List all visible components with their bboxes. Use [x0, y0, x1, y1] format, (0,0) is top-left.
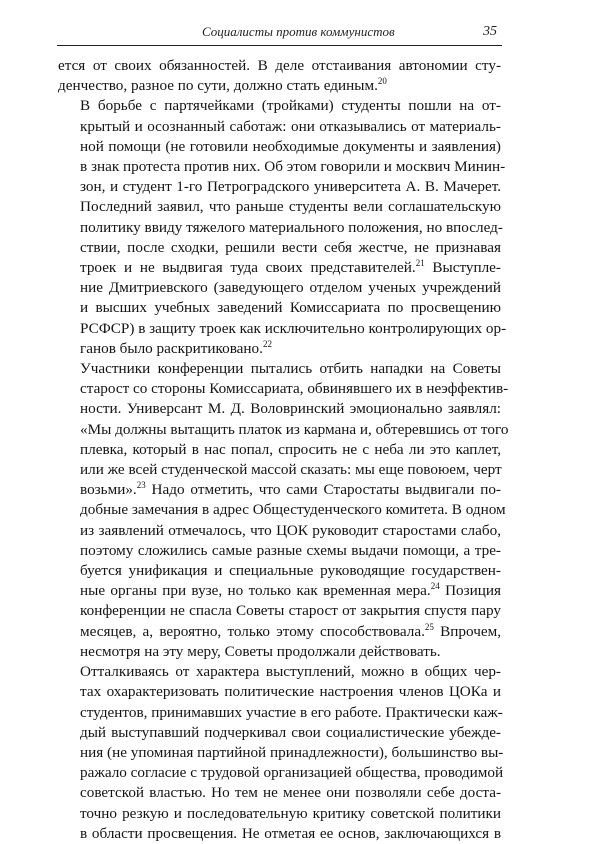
text-segment: Позиция	[439, 582, 501, 600]
text-segment: в области просвещения. Не отметая ее основ, заключающихся в	[80, 824, 501, 842]
footnote-marker: 22	[262, 338, 272, 349]
text-line	[58, 500, 506, 520]
text-line	[58, 723, 501, 743]
text-line	[58, 258, 501, 278]
text-line	[58, 96, 501, 116]
text-segment: политику ввиду тяжелого материального положения, но впослед-	[80, 218, 503, 236]
text-segment: ные органы при вузе, но только как временная мера.	[80, 582, 431, 600]
text-segment: советской властью. Но тем не менее они позволяли себе доста-	[80, 784, 501, 802]
text-segment: плевка, который в нас попал, спросить не с неба ли это каплет,	[80, 440, 501, 458]
text-segment: ной помощи (не готовили необходимые документы и заявления)	[80, 137, 501, 155]
text-line	[58, 298, 501, 318]
text-segment: крытый и осознанный саботаж: они отказывались от материаль-	[80, 117, 501, 135]
text-segment: Последний заявил, что раньше студенты вели соглашательскую	[80, 198, 501, 216]
text-line	[58, 379, 509, 399]
text-line	[58, 117, 501, 137]
text-segment: буется унификация и специальные руководящие государствен-	[80, 562, 501, 580]
text-line	[58, 56, 501, 76]
text-segment: возьми».	[80, 481, 137, 499]
text-segment: зон, и студент 1-го Петроградского университета А. В. Мачерет.	[80, 178, 501, 196]
text-segment: ние Дмитриевского (заведующего отделом ученых учреждений	[80, 279, 501, 297]
text-segment: тах охарактеризовать политические настроения членов ЦОКа и	[80, 683, 501, 701]
text-line	[58, 743, 504, 763]
text-line	[58, 76, 501, 96]
text-line	[58, 359, 501, 379]
text-segment: Выступле-	[424, 259, 501, 277]
text-line	[58, 682, 501, 702]
text-segment: или же всей студенческой массой сказать: мы еще повоюем, черт	[80, 461, 502, 479]
text-line	[58, 460, 501, 480]
running-header-title: Социалисты против коммунистов	[202, 24, 395, 39]
paragraph	[58, 662, 504, 844]
text-segment: Впрочем,	[433, 622, 501, 640]
text-segment: старост со стороны Комиссариата, обвинявшего их в неэффектив-	[80, 380, 509, 398]
text-segment: конференции не спасла Советы старост от закрытия спустя пару	[80, 602, 501, 620]
text-line	[58, 824, 501, 844]
running-header	[57, 20, 497, 44]
text-segment: точно резкую и последовательную критику советской политики	[80, 804, 501, 822]
text-segment: ется от своих обязанностей. В деле отстаивания автономии сту-	[58, 57, 501, 74]
text-segment: Надо отметить, что сами Старостаты выдвигали по-	[145, 481, 501, 499]
text-segment: ния (не упоминая партийной принадлежности), большинство вы-	[80, 743, 504, 761]
text-segment: Отталкиваясь от характера выступлений, можно в общих чер-	[80, 663, 501, 681]
text-segment: «Мы должны вытащить платок из кармана и, обтеревшись от того	[80, 420, 509, 438]
text-segment: добные замечания в адрес Общестуденческого комитета. В одном	[80, 501, 506, 519]
text-line	[58, 601, 501, 621]
text-segment: и высших учебных заведений Комиссариата по просвещению	[80, 299, 501, 317]
text-line	[58, 137, 501, 157]
text-segment: денчество, разное по сути, должно стать единым.	[58, 77, 378, 95]
text-line	[58, 238, 501, 258]
text-segment: поэтому сложились самые разные схемы выдачи помощи, а тре-	[80, 541, 501, 559]
text-line	[58, 804, 501, 824]
text-segment: ганов было раскритиковано.	[80, 339, 263, 357]
text-segment: ражало согласие с трудовой организацией общества, проводимой	[80, 764, 504, 782]
text-line	[58, 763, 504, 783]
text-line	[58, 177, 501, 197]
text-segment: в знак протеста против них. Об этом говорили и москвич Минин-	[80, 158, 506, 176]
text-line	[58, 319, 507, 339]
text-segment: ности. Универсант М. Д. Воловринский эмоционально заявлял:	[80, 400, 501, 418]
footnote-marker: 21	[415, 257, 425, 268]
footnote-marker: 24	[430, 581, 440, 592]
text-segment: студентов, принимавших участие в его работе. Практически каж-	[80, 703, 503, 721]
paragraph	[58, 96, 507, 359]
footnote-marker: 23	[136, 480, 146, 491]
text-segment: РСФСР) в защиту троек как исключительно контролирующих ор-	[80, 319, 507, 337]
text-line	[58, 541, 501, 561]
text-line	[58, 278, 501, 298]
body-text	[58, 56, 509, 844]
header-rule	[57, 45, 502, 46]
text-segment: месяцев, а, вероятно, только этому способствовала.	[80, 622, 425, 640]
text-line	[58, 783, 501, 803]
text-line	[58, 157, 506, 177]
text-line	[58, 399, 501, 419]
paragraph	[58, 359, 509, 662]
text-segment: В борьбе с партячейками (тройками) студенты пошли на от-	[80, 97, 501, 115]
text-line	[58, 662, 501, 682]
text-line	[58, 561, 501, 581]
text-segment: несмотря на эту меру, Советы продолжали действовать.	[80, 642, 441, 660]
text-line	[58, 339, 501, 359]
text-line	[58, 197, 501, 217]
footnote-marker: 25	[424, 621, 434, 632]
text-line	[58, 218, 501, 238]
footnote-marker: 20	[377, 76, 387, 87]
text-line	[58, 703, 501, 723]
text-line	[58, 521, 501, 541]
text-segment: из заявлений отмечалось, что ЦОК руководит старостами слабо,	[80, 521, 501, 539]
text-line	[58, 642, 501, 662]
text-segment: дый выступавший подчеркивал свои социалистические убежде-	[80, 723, 501, 741]
text-segment: троек и не выдвигая туда своих представителей.	[80, 259, 416, 277]
paragraph	[58, 56, 501, 96]
text-segment: ствии, после сходки, решили вести себя жестче, не признавая	[80, 238, 501, 256]
text-line	[58, 480, 501, 500]
page-number: 35	[483, 24, 497, 39]
text-line	[58, 581, 501, 601]
text-line	[58, 622, 501, 642]
text-line	[58, 440, 501, 460]
text-line	[58, 420, 509, 440]
text-segment: Участники конференции пытались отбить нападки на Советы	[80, 360, 501, 378]
